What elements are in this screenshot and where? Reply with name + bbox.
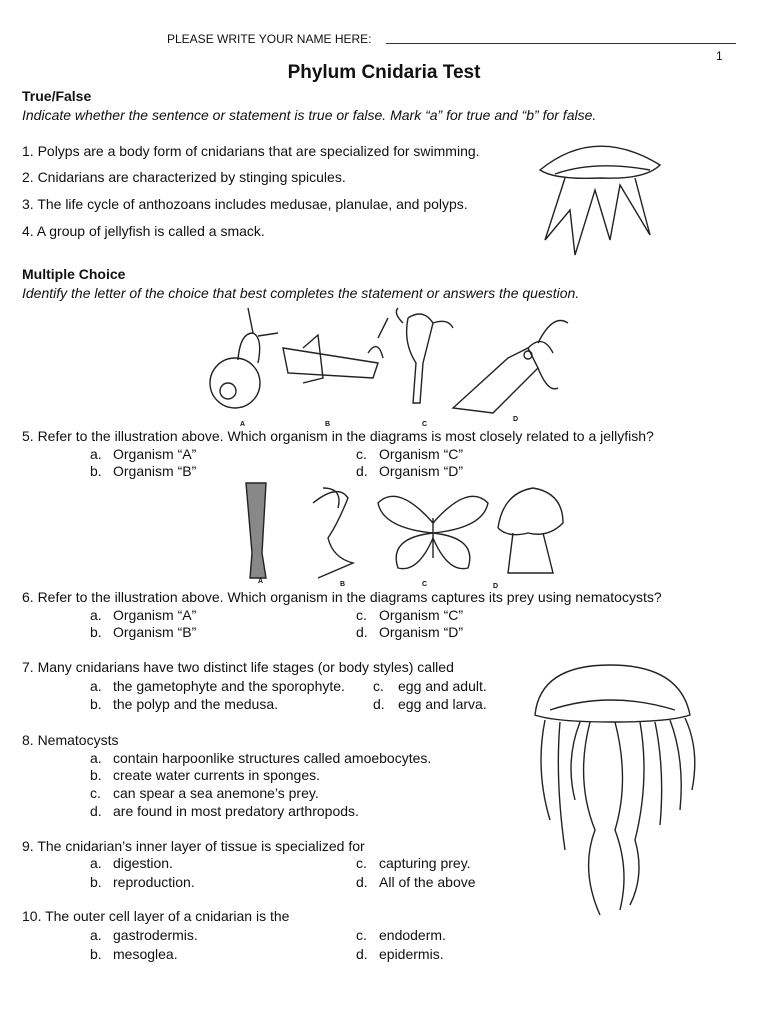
question-10: 10. The outer cell layer of a cnidarian is the [22, 908, 290, 924]
option-d: Organism “D” [379, 624, 464, 640]
question-4: 4. A group of jellyfish is called a smack. [22, 223, 265, 239]
option-c: egg and adult. [398, 678, 487, 694]
question-1: 1. Polyps are a body form of cnidarians that are specialized for swimming. [22, 143, 480, 159]
name-prompt: PLEASE WRITE YOUR NAME HERE: [167, 32, 372, 46]
option-b: Organism “B” [113, 624, 197, 640]
option-letter: a. [90, 855, 102, 871]
option-letter: b. [90, 874, 102, 890]
option-letter: a. [90, 750, 102, 766]
option-letter: a. [90, 678, 102, 694]
option-letter: d. [373, 696, 385, 712]
squid-illustration [453, 321, 568, 414]
option-c: can spear a sea anemone’s prey. [113, 785, 319, 801]
figure-label-b: B [340, 581, 346, 588]
figure-label-d: D [493, 583, 499, 590]
snail-illustration [210, 308, 278, 408]
section-heading-true-false: True/False [22, 88, 92, 104]
sea-anemone-illustration [498, 488, 563, 573]
option-c: capturing prey. [379, 855, 471, 871]
option-letter: b. [90, 767, 102, 783]
option-letter: a. [90, 446, 102, 462]
option-letter: d. [90, 803, 102, 819]
option-a: digestion. [113, 855, 173, 871]
option-letter: b. [90, 696, 102, 712]
option-letter: c. [356, 607, 367, 623]
figure-label-a: A [240, 421, 246, 428]
option-letter: b. [90, 463, 102, 479]
option-letter: c. [90, 785, 101, 801]
option-a: the gametophyte and the sporophyte. [113, 678, 345, 694]
earthworm-illustration [313, 488, 353, 578]
grasshopper-illustration [283, 318, 388, 383]
option-letter: a. [90, 607, 102, 623]
figure-label-b: B [325, 421, 331, 428]
jellyfish-illustration [525, 130, 675, 260]
sponge-illustration [246, 483, 266, 578]
figure-label-a: A [258, 578, 264, 585]
option-a: Organism “A” [113, 607, 197, 623]
option-letter: c. [356, 446, 367, 462]
sea-anemone-polyp-illustration [396, 308, 453, 403]
organisms-figure-2 [238, 478, 568, 583]
name-line[interactable] [386, 43, 736, 44]
question-3: 3. The life cycle of anthozoans includes medusae, planulae, and polyps. [22, 196, 468, 212]
option-d: are found in most predatory arthropods. [113, 803, 359, 819]
option-c: endoderm. [379, 927, 446, 943]
section-heading-multiple-choice: Multiple Choice [22, 266, 126, 282]
option-b: reproduction. [113, 874, 195, 890]
option-b: the polyp and the medusa. [113, 696, 279, 712]
question-2: 2. Cnidarians are characterized by stinging spicules. [22, 169, 346, 185]
option-letter: d. [356, 946, 368, 962]
question-5: 5. Refer to the illustration above. Which organism in the diagrams is most closely related to a jellyfish? [22, 428, 654, 444]
option-d: epidermis. [379, 946, 444, 962]
option-letter: c. [373, 678, 384, 694]
option-b: Organism “B” [113, 463, 197, 479]
option-d: All of the above [379, 874, 476, 890]
option-b: create water currents in sponges. [113, 767, 320, 783]
jellyfish-illustration [520, 660, 705, 922]
option-a: gastrodermis. [113, 927, 198, 943]
question-6: 6. Refer to the illustration above. Which organism in the diagrams captures its prey using nematocysts? [22, 589, 662, 605]
page-title: Phylum Cnidaria Test [287, 62, 481, 83]
option-d: egg and larva. [398, 696, 487, 712]
option-c: Organism “C” [379, 446, 464, 462]
figure-label-c: C [422, 581, 428, 588]
option-letter: d. [356, 624, 368, 640]
option-letter: d. [356, 874, 368, 890]
section-instruction: Indicate whether the sentence or statement is true or false. Mark “a” for true and “b” for false. [22, 107, 597, 123]
figure-label-c: C [422, 421, 428, 428]
page-number: 1 [716, 49, 723, 63]
option-a: Organism “A” [113, 446, 197, 462]
figure-label-d: D [513, 416, 519, 423]
question-9: 9. The cnidarian’s inner layer of tissue is specialized for [22, 838, 365, 854]
option-letter: c. [356, 855, 367, 871]
option-letter: a. [90, 927, 102, 943]
option-c: Organism “C” [379, 607, 464, 623]
section-instruction: Identify the letter of the choice that best completes the statement or answers the question. [22, 285, 580, 301]
question-8: 8. Nematocysts [22, 732, 119, 748]
option-letter: b. [90, 946, 102, 962]
butterfly-illustration [378, 496, 488, 568]
option-letter: b. [90, 624, 102, 640]
option-letter: c. [356, 927, 367, 943]
option-a: contain harpoonlike structures called amoebocytes. [113, 750, 432, 766]
option-d: Organism “D” [379, 463, 464, 479]
organisms-figure-1 [208, 303, 578, 418]
option-b: mesoglea. [113, 946, 178, 962]
option-letter: d. [356, 463, 368, 479]
question-7: 7. Many cnidarians have two distinct life stages (or body styles) called [22, 659, 454, 675]
